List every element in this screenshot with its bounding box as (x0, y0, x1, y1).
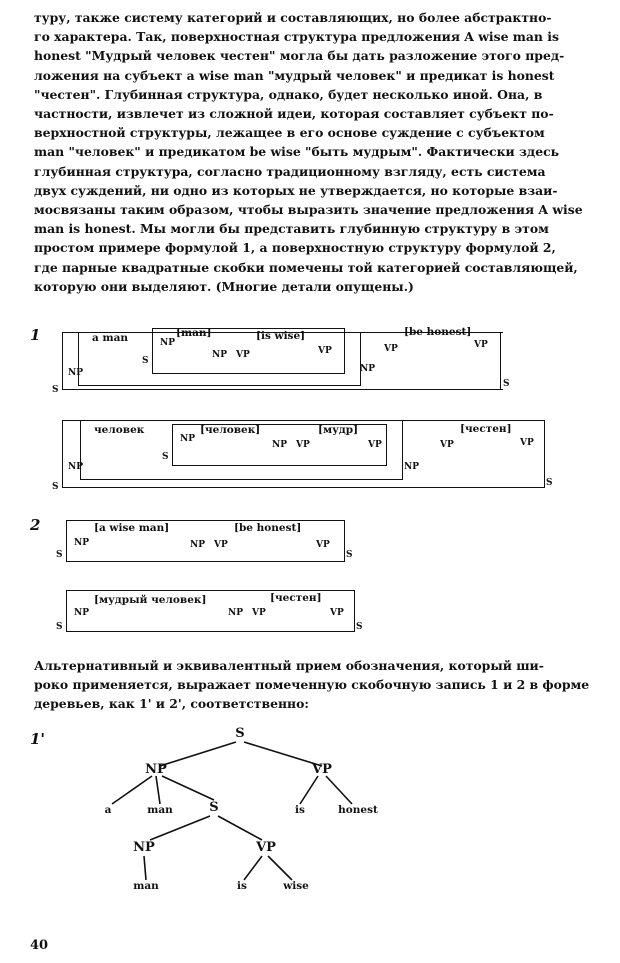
text-line: мосвязаны таким образом, чтобы выразить значение предложения A wise (34, 202, 583, 218)
text-line: "честен". Глубинная структура, однако, будет несколько иной. Она, в (34, 86, 543, 102)
text-line: ложения на субъект a wise man "мудрый человек" и предикат is honest (34, 67, 555, 83)
f2-cat-np: NP (74, 538, 89, 548)
ru-cat-vp-open: VP (296, 440, 310, 450)
text-line: где парные квадратные скобки помечены той категорией составляющей, (34, 259, 578, 275)
cat-vp-open: VP (236, 350, 250, 360)
ru-cat-vp-outer-open: VP (440, 440, 454, 450)
f2-ru-np-word: [мудрый человек] (94, 594, 207, 606)
cat-vp-close: VP (318, 346, 332, 356)
text-line: частности, извлечет из сложной идеи, которая составляет субъект по- (34, 106, 554, 122)
node-s-root: S (235, 726, 245, 741)
ru-cat-s: S (52, 482, 59, 492)
text-line: роко применяется, выражает помеченную скобочную запись 1 и 2 в форме (34, 677, 590, 693)
edge-np2-man (144, 856, 146, 880)
leaf-man: man (147, 804, 173, 816)
node-s-inner: S (209, 800, 219, 815)
edge-np-s (162, 776, 214, 800)
formula-1-number: 1 (30, 326, 41, 344)
f2-ru-cat-s: S (56, 622, 63, 632)
cat-vp-outer-close: VP (474, 340, 488, 350)
text-line: honest "Мудрый человек честен" могла бы дать разложение этого пред- (34, 48, 565, 64)
text-line: деревьев, как 1' и 2', соответственно: (34, 696, 309, 712)
ru-inner-np-word: [человек] (200, 424, 261, 436)
ru-inner-vp-word: [мудр] (318, 424, 359, 436)
f2-ru-cat-vp-close: VP (330, 608, 344, 618)
cat-s-inner: S (142, 356, 149, 366)
page-number: 40 (30, 938, 49, 953)
text-line: го характера. Так, поверхностная структура предложения A wise man is (34, 29, 559, 45)
leaf-is: is (295, 804, 305, 816)
leaf-a: a (104, 804, 112, 816)
text-line: глубинная структура, согласно традиционному взгляду, есть система (34, 163, 546, 179)
ru-cat-s-inner: S (162, 452, 169, 462)
f2-ru-cat-np: NP (74, 608, 89, 618)
f2-cat-s-close: S (346, 550, 353, 560)
inner-vp-word: [is wise] (256, 330, 306, 342)
leaf-honest: honest (338, 804, 378, 816)
inner-np-word: [man] (176, 327, 212, 339)
text-line: простом примере формулой 1, а поверхностную структуру формулой 2, (34, 240, 556, 256)
edge-np-a (112, 776, 152, 804)
text-line: man "человек" и предикатом be wise "быть мудрым". Фактически здесь (34, 144, 560, 160)
edge-s-np2 (150, 816, 210, 840)
ru-np-words: человек (94, 424, 145, 436)
np-words: a man (92, 332, 129, 344)
edge-vp-is (300, 776, 318, 804)
node-vp-inner: VP (256, 840, 276, 855)
edge-vp2-is (244, 856, 262, 880)
cat-np: NP (68, 368, 83, 378)
ru-cat-s-outer-close: S (546, 478, 553, 488)
tree-label: 1' (30, 730, 46, 748)
ru-cat-vp-outer-close: VP (520, 438, 534, 448)
f2-cat-s: S (56, 550, 63, 560)
f2-ru-cat-vp-open: VP (252, 608, 266, 618)
cat-np-outer-close: NP (360, 364, 375, 374)
cat-np-inner: NP (160, 338, 175, 348)
leaf-wise: wise (283, 880, 309, 892)
formula-2-number: 2 (30, 516, 41, 534)
f2-cat-vp-open: VP (214, 540, 228, 550)
text-line: Альтернативный и эквивалентный прием обозначения, который ши- (34, 658, 544, 673)
node-np: NP (145, 762, 167, 777)
cat-np-close: NP (212, 350, 227, 360)
f2-ru-vp-word: [честен] (270, 592, 322, 604)
edge-vp2-wise (268, 856, 292, 880)
f2-np-word: [a wise man] (94, 522, 170, 534)
edge-np-man (156, 776, 160, 804)
ru-cat-np: NP (68, 462, 83, 472)
leaf-man-2: man (133, 880, 159, 892)
outer-vp-word: [be honest] (404, 326, 472, 338)
edge-s-np (160, 742, 236, 766)
ru-cat-vp-close: VP (368, 440, 382, 450)
leaf-is-2: is (237, 880, 247, 892)
ru-cat-np-close: NP (272, 440, 287, 450)
cat-s: S (52, 385, 59, 395)
text-line: туру, также систему категорий и составляющих, но более абстрактно- (34, 10, 552, 25)
text-line: двух суждений, ни одно из которых не утверждается, но которые взаи- (34, 182, 558, 198)
f2-cat-vp-close: VP (316, 540, 330, 550)
ru-outer-vp-word: [честен] (460, 423, 512, 435)
edge-s-vp (244, 742, 322, 766)
ru-cat-np-inner: NP (180, 434, 195, 444)
f2-ru-cat-s-close: S (356, 622, 363, 632)
node-vp: VP (312, 762, 332, 777)
edge-vp-honest (326, 776, 352, 804)
text-line: man is honest. Мы могли бы представить глубинную структуру в этом (34, 221, 549, 237)
cat-vp-outer-open: VP (384, 344, 398, 354)
edge-s-vp2 (218, 816, 262, 840)
ru-cat-np-outer-close: NP (404, 462, 419, 472)
f2-vp-word: [be honest] (234, 522, 302, 534)
f2-ru-cat-np-close: NP (228, 608, 243, 618)
text-line: которую они выделяют. (Многие детали опущены.) (34, 278, 414, 294)
text-line: верхностной структуры, лежащее в его основе суждение с субъектом (34, 125, 545, 141)
node-np-inner: NP (133, 840, 155, 855)
f2-cat-np-close: NP (190, 540, 205, 550)
cat-s-outer-close: S (503, 379, 510, 389)
